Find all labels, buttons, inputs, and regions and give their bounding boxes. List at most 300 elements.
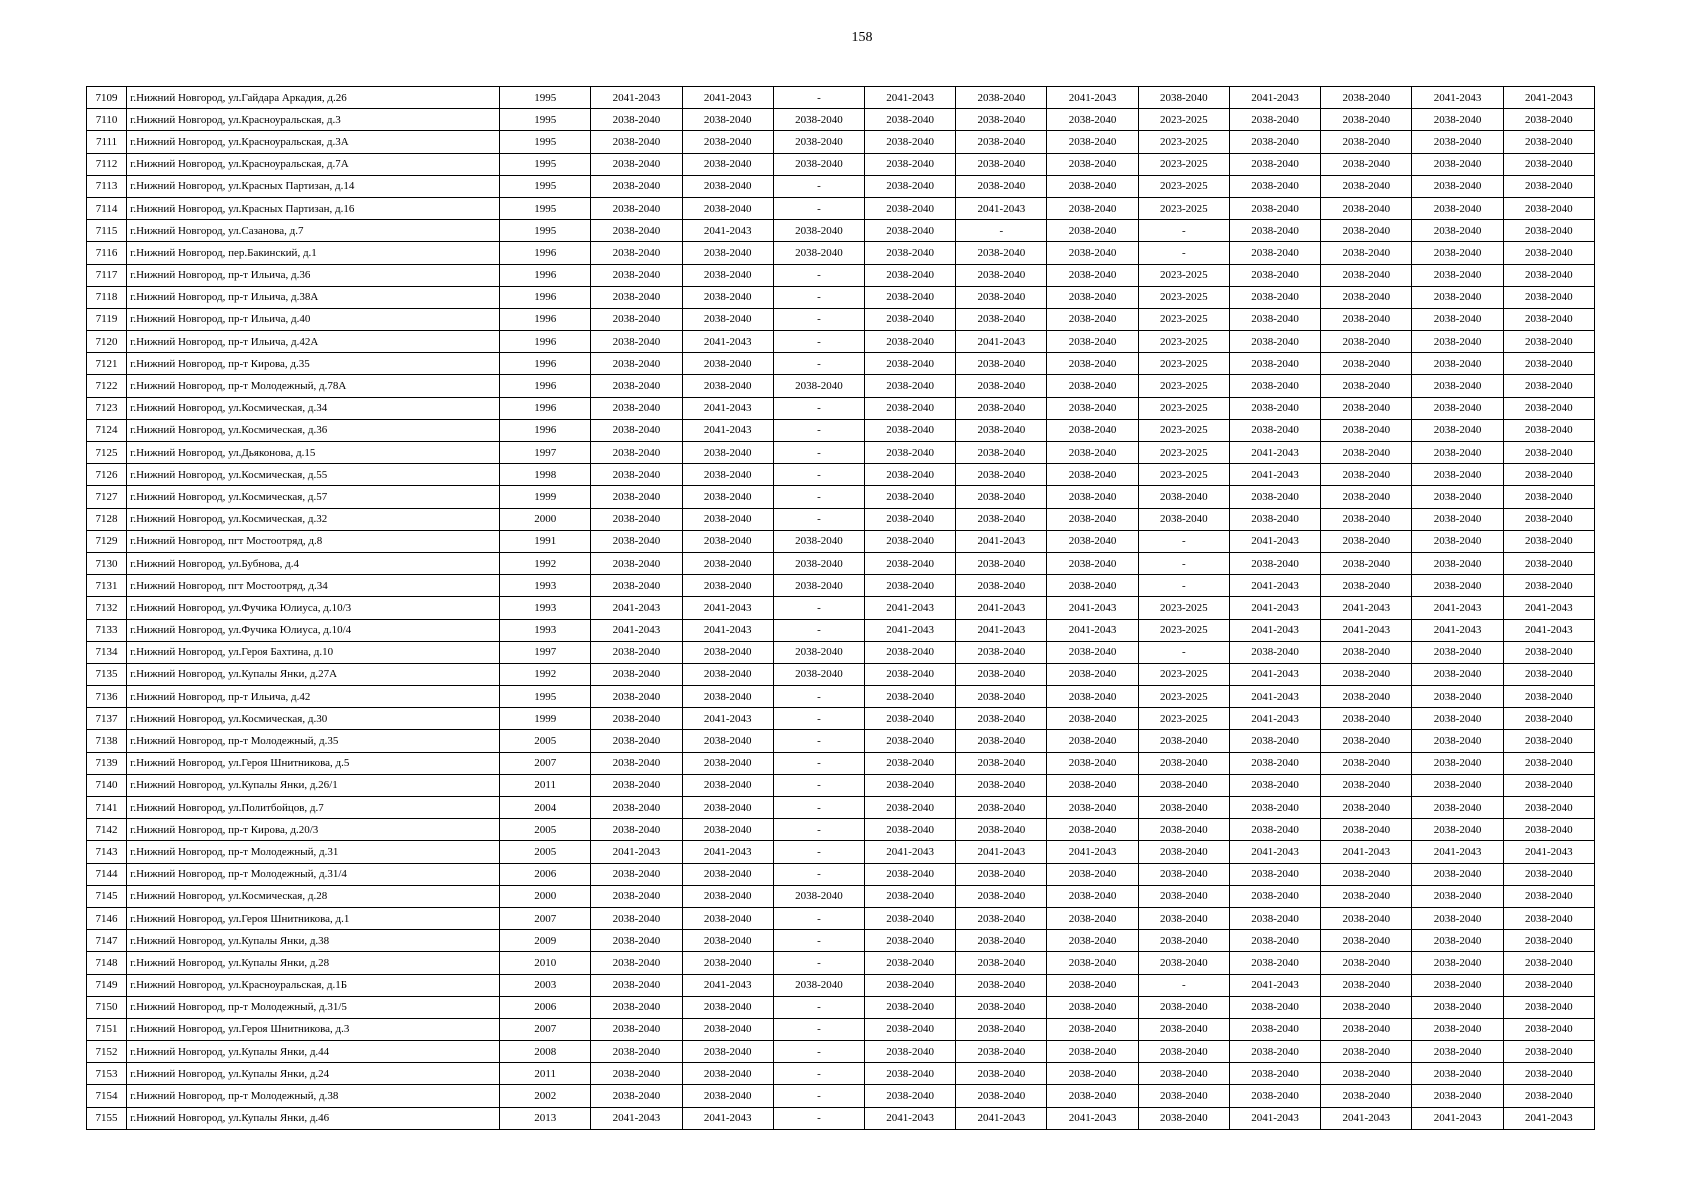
row-number-cell: 7114 — [87, 197, 127, 219]
address-cell: г.Нижний Новгород, ул.Героя Шнитникова, д.3 — [127, 1018, 500, 1040]
period-cell: 2038-2040 — [865, 419, 956, 441]
period-cell: 2038-2040 — [956, 552, 1047, 574]
period-cell: 2038-2040 — [956, 863, 1047, 885]
row-number-cell: 7111 — [87, 131, 127, 153]
table-row — [87, 175, 1595, 197]
period-cell: 2038-2040 — [1047, 508, 1138, 530]
period-cell: 2041-2043 — [1229, 442, 1320, 464]
period-cell: 2038-2040 — [1229, 197, 1320, 219]
period-cell: 2038-2040 — [591, 907, 682, 929]
period-cell: 2038-2040 — [1503, 974, 1594, 996]
year-cell: 1999 — [500, 708, 591, 730]
period-cell: 2038-2040 — [1138, 841, 1229, 863]
year-cell: 2002 — [500, 1085, 591, 1107]
period-cell: 2038-2040 — [865, 885, 956, 907]
period-cell: 2038-2040 — [1229, 730, 1320, 752]
period-cell: 2041-2043 — [1229, 686, 1320, 708]
period-cell: 2038-2040 — [1321, 1063, 1412, 1085]
table-row — [87, 819, 1595, 841]
period-cell: 2038-2040 — [1047, 686, 1138, 708]
row-number-cell: 7115 — [87, 220, 127, 242]
period-cell: 2038-2040 — [1047, 730, 1138, 752]
year-cell: 2007 — [500, 907, 591, 929]
period-cell: 2038-2040 — [1412, 131, 1503, 153]
address-cell: г.Нижний Новгород, ул.Космическая, д.34 — [127, 397, 500, 419]
period-cell: 2038-2040 — [956, 952, 1047, 974]
table-row — [87, 708, 1595, 730]
row-number-cell: 7146 — [87, 907, 127, 929]
period-cell: 2038-2040 — [1412, 641, 1503, 663]
row-number-cell: 7130 — [87, 552, 127, 574]
period-cell: 2038-2040 — [1321, 641, 1412, 663]
period-cell: - — [773, 686, 864, 708]
row-number-cell: 7140 — [87, 774, 127, 796]
row-number-cell: 7144 — [87, 863, 127, 885]
period-cell: 2038-2040 — [1047, 797, 1138, 819]
period-cell: 2038-2040 — [956, 442, 1047, 464]
period-cell: 2023-2025 — [1138, 619, 1229, 641]
period-cell: 2038-2040 — [1321, 153, 1412, 175]
period-cell: 2038-2040 — [1047, 708, 1138, 730]
period-cell: 2038-2040 — [1503, 286, 1594, 308]
period-cell: 2038-2040 — [1412, 375, 1503, 397]
year-cell: 2007 — [500, 1018, 591, 1040]
period-cell: 2038-2040 — [591, 508, 682, 530]
row-number-cell: 7141 — [87, 797, 127, 819]
period-cell: 2038-2040 — [682, 508, 773, 530]
period-cell: - — [773, 952, 864, 974]
period-cell: 2038-2040 — [865, 530, 956, 552]
period-cell: 2038-2040 — [865, 375, 956, 397]
year-cell: 2000 — [500, 885, 591, 907]
row-number-cell: 7119 — [87, 308, 127, 330]
period-cell: 2038-2040 — [682, 442, 773, 464]
period-cell: 2038-2040 — [1138, 508, 1229, 530]
period-cell: 2038-2040 — [1412, 220, 1503, 242]
period-cell: 2038-2040 — [591, 1041, 682, 1063]
period-cell: 2038-2040 — [865, 442, 956, 464]
period-cell: 2038-2040 — [956, 686, 1047, 708]
period-cell: - — [773, 597, 864, 619]
period-cell: 2038-2040 — [1321, 220, 1412, 242]
period-cell: - — [773, 486, 864, 508]
period-cell: 2038-2040 — [773, 220, 864, 242]
period-cell: 2038-2040 — [1047, 131, 1138, 153]
period-cell: 2041-2043 — [865, 87, 956, 109]
period-cell: 2038-2040 — [1229, 286, 1320, 308]
period-cell: 2038-2040 — [1047, 752, 1138, 774]
address-cell: г.Нижний Новгород, пр-т Молодежный, д.35 — [127, 730, 500, 752]
period-cell: 2023-2025 — [1138, 331, 1229, 353]
period-cell: 2041-2043 — [1503, 597, 1594, 619]
period-cell: 2038-2040 — [1229, 153, 1320, 175]
period-cell: 2038-2040 — [591, 752, 682, 774]
period-cell: 2038-2040 — [956, 264, 1047, 286]
period-cell: 2023-2025 — [1138, 708, 1229, 730]
period-cell: 2038-2040 — [1047, 885, 1138, 907]
period-cell: - — [773, 708, 864, 730]
period-cell: 2038-2040 — [956, 575, 1047, 597]
period-cell: 2041-2043 — [865, 597, 956, 619]
period-cell: - — [773, 797, 864, 819]
period-cell: 2038-2040 — [956, 87, 1047, 109]
period-cell: 2038-2040 — [682, 175, 773, 197]
period-cell: 2038-2040 — [956, 508, 1047, 530]
address-cell: г.Нижний Новгород, пр-т Ильича, д.38А — [127, 286, 500, 308]
period-cell: 2038-2040 — [591, 930, 682, 952]
period-cell: 2038-2040 — [1229, 353, 1320, 375]
period-cell: 2038-2040 — [773, 974, 864, 996]
period-cell: 2038-2040 — [1321, 109, 1412, 131]
period-cell: 2038-2040 — [682, 308, 773, 330]
period-cell: - — [773, 819, 864, 841]
period-cell: 2038-2040 — [956, 464, 1047, 486]
period-cell: 2038-2040 — [1047, 1085, 1138, 1107]
period-cell: 2038-2040 — [591, 641, 682, 663]
address-cell: г.Нижний Новгород, пр-т Кирова, д.20/3 — [127, 819, 500, 841]
year-cell: 1995 — [500, 175, 591, 197]
period-cell: 2041-2043 — [682, 397, 773, 419]
period-cell: 2038-2040 — [682, 109, 773, 131]
period-cell: 2038-2040 — [1229, 641, 1320, 663]
period-cell: 2038-2040 — [1321, 464, 1412, 486]
period-cell: 2038-2040 — [956, 242, 1047, 264]
period-cell: 2038-2040 — [591, 952, 682, 974]
period-cell: 2038-2040 — [956, 286, 1047, 308]
period-cell: 2041-2043 — [1047, 1107, 1138, 1129]
period-cell: 2038-2040 — [1412, 197, 1503, 219]
table-row — [87, 331, 1595, 353]
period-cell: 2038-2040 — [1503, 907, 1594, 929]
table-row — [87, 109, 1595, 131]
period-cell: 2038-2040 — [1503, 419, 1594, 441]
period-cell: - — [773, 1018, 864, 1040]
period-cell: 2038-2040 — [1412, 486, 1503, 508]
table-row — [87, 1063, 1595, 1085]
year-cell: 1995 — [500, 87, 591, 109]
address-cell: г.Нижний Новгород, ул.Космическая, д.55 — [127, 464, 500, 486]
year-cell: 1999 — [500, 486, 591, 508]
period-cell: 2038-2040 — [591, 220, 682, 242]
period-cell: 2038-2040 — [1321, 730, 1412, 752]
period-cell: 2038-2040 — [591, 974, 682, 996]
period-cell: 2041-2043 — [682, 708, 773, 730]
period-cell: 2038-2040 — [1321, 286, 1412, 308]
period-cell: 2038-2040 — [1503, 1041, 1594, 1063]
table-row — [87, 597, 1595, 619]
period-cell: 2038-2040 — [682, 819, 773, 841]
row-number-cell: 7155 — [87, 1107, 127, 1129]
period-cell: 2038-2040 — [682, 686, 773, 708]
row-number-cell: 7147 — [87, 930, 127, 952]
period-cell: 2041-2043 — [1229, 575, 1320, 597]
table-row — [87, 375, 1595, 397]
period-cell: - — [773, 353, 864, 375]
period-cell: 2038-2040 — [1412, 663, 1503, 685]
period-cell: 2038-2040 — [865, 153, 956, 175]
period-cell: 2038-2040 — [865, 397, 956, 419]
period-cell: - — [773, 1085, 864, 1107]
period-cell: 2041-2043 — [1503, 87, 1594, 109]
period-cell: 2038-2040 — [682, 730, 773, 752]
row-number-cell: 7152 — [87, 1041, 127, 1063]
period-cell: 2038-2040 — [1047, 109, 1138, 131]
period-cell: - — [773, 508, 864, 530]
period-cell: 2038-2040 — [1503, 109, 1594, 131]
period-cell: 2038-2040 — [591, 774, 682, 796]
period-cell: 2038-2040 — [591, 375, 682, 397]
period-cell: 2038-2040 — [1229, 1085, 1320, 1107]
period-cell: 2038-2040 — [1321, 442, 1412, 464]
address-cell: г.Нижний Новгород, ул.Купалы Янки, д.46 — [127, 1107, 500, 1129]
year-cell: 1996 — [500, 419, 591, 441]
table-row — [87, 419, 1595, 441]
period-cell: 2038-2040 — [1503, 197, 1594, 219]
row-number-cell: 7120 — [87, 331, 127, 353]
period-cell: 2038-2040 — [1321, 752, 1412, 774]
year-cell: 1996 — [500, 331, 591, 353]
period-cell: 2041-2043 — [591, 841, 682, 863]
period-cell: 2038-2040 — [773, 153, 864, 175]
period-cell: 2038-2040 — [1229, 397, 1320, 419]
period-cell: 2038-2040 — [591, 464, 682, 486]
period-cell: 2038-2040 — [1047, 264, 1138, 286]
period-cell: 2041-2043 — [1412, 597, 1503, 619]
address-cell: г.Нижний Новгород, ул.Космическая, д.28 — [127, 885, 500, 907]
period-cell: 2041-2043 — [956, 1107, 1047, 1129]
period-cell: 2038-2040 — [682, 464, 773, 486]
period-cell: 2038-2040 — [865, 242, 956, 264]
period-cell: 2038-2040 — [1412, 797, 1503, 819]
period-cell: 2038-2040 — [956, 996, 1047, 1018]
period-cell: 2038-2040 — [1047, 197, 1138, 219]
year-cell: 1995 — [500, 686, 591, 708]
address-cell: г.Нижний Новгород, пр-т Молодежный, д.31/5 — [127, 996, 500, 1018]
period-cell: 2038-2040 — [1503, 996, 1594, 1018]
period-cell: 2038-2040 — [956, 1041, 1047, 1063]
period-cell: 2041-2043 — [1412, 841, 1503, 863]
period-cell: 2038-2040 — [865, 264, 956, 286]
period-cell: 2038-2040 — [682, 641, 773, 663]
table-row — [87, 885, 1595, 907]
period-cell: 2038-2040 — [1229, 109, 1320, 131]
period-cell: 2038-2040 — [1138, 1085, 1229, 1107]
period-cell: 2038-2040 — [591, 819, 682, 841]
period-cell: - — [773, 1041, 864, 1063]
row-number-cell: 7136 — [87, 686, 127, 708]
period-cell: 2038-2040 — [1047, 930, 1138, 952]
period-cell: 2038-2040 — [956, 353, 1047, 375]
period-cell: 2038-2040 — [1412, 419, 1503, 441]
period-cell: 2038-2040 — [1412, 730, 1503, 752]
period-cell: 2038-2040 — [1321, 530, 1412, 552]
year-cell: 1995 — [500, 220, 591, 242]
period-cell: 2038-2040 — [1138, 907, 1229, 929]
address-cell: г.Нижний Новгород, ул.Бубнова, д.4 — [127, 552, 500, 574]
period-cell: 2038-2040 — [1321, 907, 1412, 929]
period-cell: 2038-2040 — [1138, 1041, 1229, 1063]
period-cell: 2023-2025 — [1138, 264, 1229, 286]
period-cell: 2038-2040 — [591, 419, 682, 441]
period-cell: 2038-2040 — [1138, 863, 1229, 885]
address-cell: г.Нижний Новгород, ул.Сазанова, д.7 — [127, 220, 500, 242]
address-cell: г.Нижний Новгород, пр-т Ильича, д.40 — [127, 308, 500, 330]
period-cell: 2041-2043 — [591, 597, 682, 619]
period-cell: 2038-2040 — [591, 353, 682, 375]
period-cell: 2038-2040 — [1412, 264, 1503, 286]
year-cell: 1996 — [500, 353, 591, 375]
period-cell: 2038-2040 — [591, 286, 682, 308]
period-cell: 2038-2040 — [1503, 308, 1594, 330]
period-cell: 2038-2040 — [1229, 774, 1320, 796]
period-cell: 2038-2040 — [682, 153, 773, 175]
period-cell: 2038-2040 — [1321, 952, 1412, 974]
period-cell: 2041-2043 — [1229, 1107, 1320, 1129]
address-cell: г.Нижний Новгород, пгт Мостоотряд, д.8 — [127, 530, 500, 552]
period-cell: 2041-2043 — [682, 841, 773, 863]
period-cell: 2023-2025 — [1138, 597, 1229, 619]
year-cell: 2006 — [500, 863, 591, 885]
period-cell: - — [773, 863, 864, 885]
row-number-cell: 7145 — [87, 885, 127, 907]
period-cell: 2038-2040 — [1321, 1085, 1412, 1107]
period-cell: 2038-2040 — [682, 486, 773, 508]
period-cell: 2038-2040 — [1047, 486, 1138, 508]
period-cell: 2023-2025 — [1138, 397, 1229, 419]
period-cell: 2038-2040 — [1138, 486, 1229, 508]
period-cell: 2038-2040 — [682, 863, 773, 885]
period-cell: 2038-2040 — [1412, 752, 1503, 774]
period-cell: 2038-2040 — [865, 641, 956, 663]
table-row — [87, 797, 1595, 819]
period-cell: 2041-2043 — [1229, 619, 1320, 641]
period-cell: 2038-2040 — [682, 930, 773, 952]
period-cell: 2038-2040 — [1229, 308, 1320, 330]
address-cell: г.Нижний Новгород, ул.Купалы Янки, д.44 — [127, 1041, 500, 1063]
row-number-cell: 7112 — [87, 153, 127, 175]
period-cell: 2038-2040 — [956, 1063, 1047, 1085]
period-cell: 2023-2025 — [1138, 375, 1229, 397]
period-cell: 2038-2040 — [1503, 575, 1594, 597]
period-cell: 2041-2043 — [682, 597, 773, 619]
period-cell: 2023-2025 — [1138, 686, 1229, 708]
period-cell: 2038-2040 — [1138, 797, 1229, 819]
period-cell: 2041-2043 — [865, 1107, 956, 1129]
period-cell: 2038-2040 — [1503, 863, 1594, 885]
period-cell: 2038-2040 — [682, 996, 773, 1018]
period-cell: - — [1138, 242, 1229, 264]
period-cell: 2041-2043 — [591, 87, 682, 109]
period-cell: 2038-2040 — [1503, 220, 1594, 242]
period-cell: 2041-2043 — [1321, 841, 1412, 863]
period-cell: 2038-2040 — [865, 797, 956, 819]
period-cell: 2038-2040 — [956, 131, 1047, 153]
period-cell: 2038-2040 — [591, 197, 682, 219]
address-cell: г.Нижний Новгород, ул.Фучика Юлиуса, д.10/4 — [127, 619, 500, 641]
period-cell: 2023-2025 — [1138, 175, 1229, 197]
period-cell: 2038-2040 — [865, 197, 956, 219]
period-cell: 2038-2040 — [1138, 952, 1229, 974]
table-row — [87, 930, 1595, 952]
period-cell: 2041-2043 — [682, 974, 773, 996]
period-cell: 2038-2040 — [1321, 996, 1412, 1018]
period-cell: 2038-2040 — [865, 708, 956, 730]
address-cell: г.Нижний Новгород, ул.Красноуральская, д.3 — [127, 109, 500, 131]
year-cell: 2003 — [500, 974, 591, 996]
period-cell: 2038-2040 — [956, 730, 1047, 752]
period-cell: 2038-2040 — [1047, 419, 1138, 441]
period-cell: 2038-2040 — [682, 1041, 773, 1063]
period-cell: 2038-2040 — [1412, 397, 1503, 419]
address-cell: г.Нижний Новгород, пр-т Кирова, д.35 — [127, 353, 500, 375]
period-cell: 2038-2040 — [682, 1063, 773, 1085]
period-cell: - — [773, 907, 864, 929]
period-cell: 2038-2040 — [1503, 885, 1594, 907]
period-cell: 2041-2043 — [1229, 708, 1320, 730]
period-cell: 2041-2043 — [1321, 1107, 1412, 1129]
period-cell: 2038-2040 — [1229, 508, 1320, 530]
period-cell: 2038-2040 — [1503, 153, 1594, 175]
period-cell: 2041-2043 — [682, 331, 773, 353]
period-cell: 2038-2040 — [1503, 819, 1594, 841]
period-cell: 2038-2040 — [591, 175, 682, 197]
period-cell: 2038-2040 — [956, 109, 1047, 131]
year-cell: 1993 — [500, 575, 591, 597]
address-cell: г.Нижний Новгород, ул.Политбойцов, д.7 — [127, 797, 500, 819]
period-cell: 2038-2040 — [682, 131, 773, 153]
table-row — [87, 752, 1595, 774]
period-cell: 2038-2040 — [682, 907, 773, 929]
period-cell: 2041-2043 — [1503, 841, 1594, 863]
period-cell: 2041-2043 — [956, 841, 1047, 863]
address-cell: г.Нижний Новгород, пр-т Ильича, д.36 — [127, 264, 500, 286]
period-cell: 2038-2040 — [865, 508, 956, 530]
period-cell: - — [773, 331, 864, 353]
period-cell: 2038-2040 — [1229, 375, 1320, 397]
row-number-cell: 7124 — [87, 419, 127, 441]
period-cell: 2038-2040 — [773, 663, 864, 685]
period-cell: 2038-2040 — [1047, 331, 1138, 353]
period-cell: 2038-2040 — [1229, 131, 1320, 153]
period-cell: 2038-2040 — [956, 885, 1047, 907]
period-cell: 2038-2040 — [1321, 331, 1412, 353]
period-cell: 2038-2040 — [1229, 752, 1320, 774]
period-cell: 2038-2040 — [1047, 242, 1138, 264]
row-number-cell: 7151 — [87, 1018, 127, 1040]
row-number-cell: 7127 — [87, 486, 127, 508]
page-number: 158 — [851, 30, 873, 45]
period-cell: 2038-2040 — [1229, 1018, 1320, 1040]
period-cell: 2041-2043 — [1321, 619, 1412, 641]
period-cell: 2038-2040 — [1047, 907, 1138, 929]
period-cell: 2041-2043 — [1229, 597, 1320, 619]
period-cell: 2038-2040 — [1229, 863, 1320, 885]
period-cell: 2038-2040 — [773, 641, 864, 663]
period-cell: 2038-2040 — [773, 131, 864, 153]
row-number-cell: 7153 — [87, 1063, 127, 1085]
period-cell: 2038-2040 — [1138, 930, 1229, 952]
period-cell: 2038-2040 — [1047, 996, 1138, 1018]
row-number-cell: 7121 — [87, 353, 127, 375]
period-cell: 2038-2040 — [956, 419, 1047, 441]
period-cell: 2038-2040 — [865, 353, 956, 375]
period-cell: - — [773, 442, 864, 464]
address-cell: г.Нижний Новгород, ул.Красных Партизан, д.16 — [127, 197, 500, 219]
period-cell: 2038-2040 — [1412, 863, 1503, 885]
period-cell: 2041-2043 — [1503, 1107, 1594, 1129]
period-cell: 2038-2040 — [1503, 641, 1594, 663]
period-cell: 2038-2040 — [1047, 1018, 1138, 1040]
